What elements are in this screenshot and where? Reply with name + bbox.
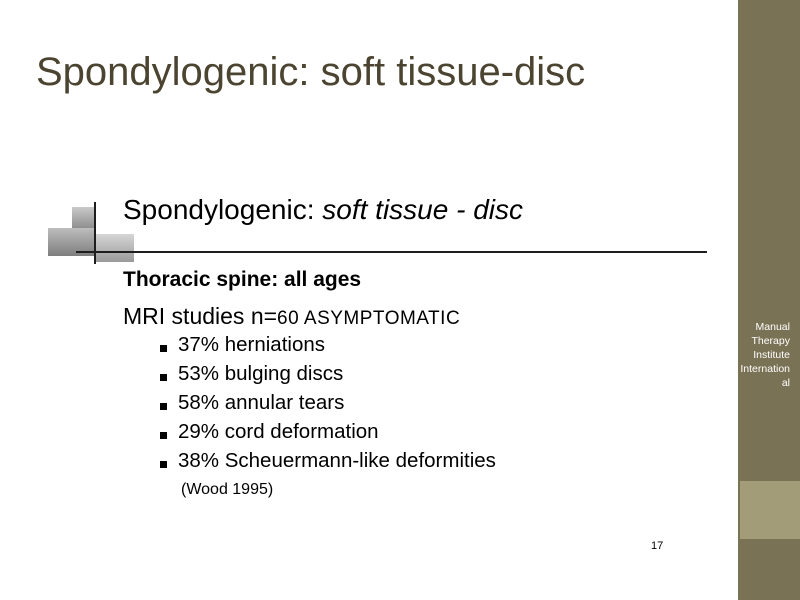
list-item [160, 420, 496, 449]
decorative-horizontal-rule [76, 251, 707, 253]
image-title-prefix: Spondylogenic: [123, 194, 323, 225]
citation: (Wood 1995) [181, 481, 274, 498]
sidebar-accent-block [740, 481, 800, 539]
bullet-icon [160, 403, 167, 410]
page-number: 17 [651, 540, 664, 552]
mri-study-label: MRI studies n= [123, 303, 278, 329]
mri-study-line [123, 303, 460, 330]
slide-title: Spondylogenic: soft tissue-disc [36, 50, 586, 94]
bullet-icon [160, 461, 167, 468]
image-title [123, 194, 523, 226]
list-item [160, 333, 496, 362]
image-title-emphasis: soft tissue - disc [322, 194, 523, 225]
mri-study-count: 60 ASYMPTOMATIC [277, 308, 461, 329]
subheading: Thoracic spine: all ages [123, 268, 362, 291]
decorative-square [96, 234, 134, 262]
sidebar-institute-name: Manual Therapy Institute International [740, 321, 790, 389]
bullet-icon [160, 345, 167, 352]
list-item-text: 58% annular tears [178, 391, 345, 414]
list-item-text: 37% herniations [178, 333, 326, 356]
list-item [160, 449, 496, 478]
bullet-icon [160, 374, 167, 381]
list-item-text: 29% cord deformation [178, 420, 379, 443]
decorative-square [72, 207, 96, 229]
list-item [160, 391, 496, 420]
list-item [160, 362, 496, 391]
bullet-icon [160, 432, 167, 439]
list-item-text: 38% Scheuermann-like deformities [178, 449, 496, 472]
decorative-vertical-rule [94, 202, 96, 264]
findings-list [160, 333, 496, 478]
list-item-text: 53% bulging discs [178, 362, 344, 385]
